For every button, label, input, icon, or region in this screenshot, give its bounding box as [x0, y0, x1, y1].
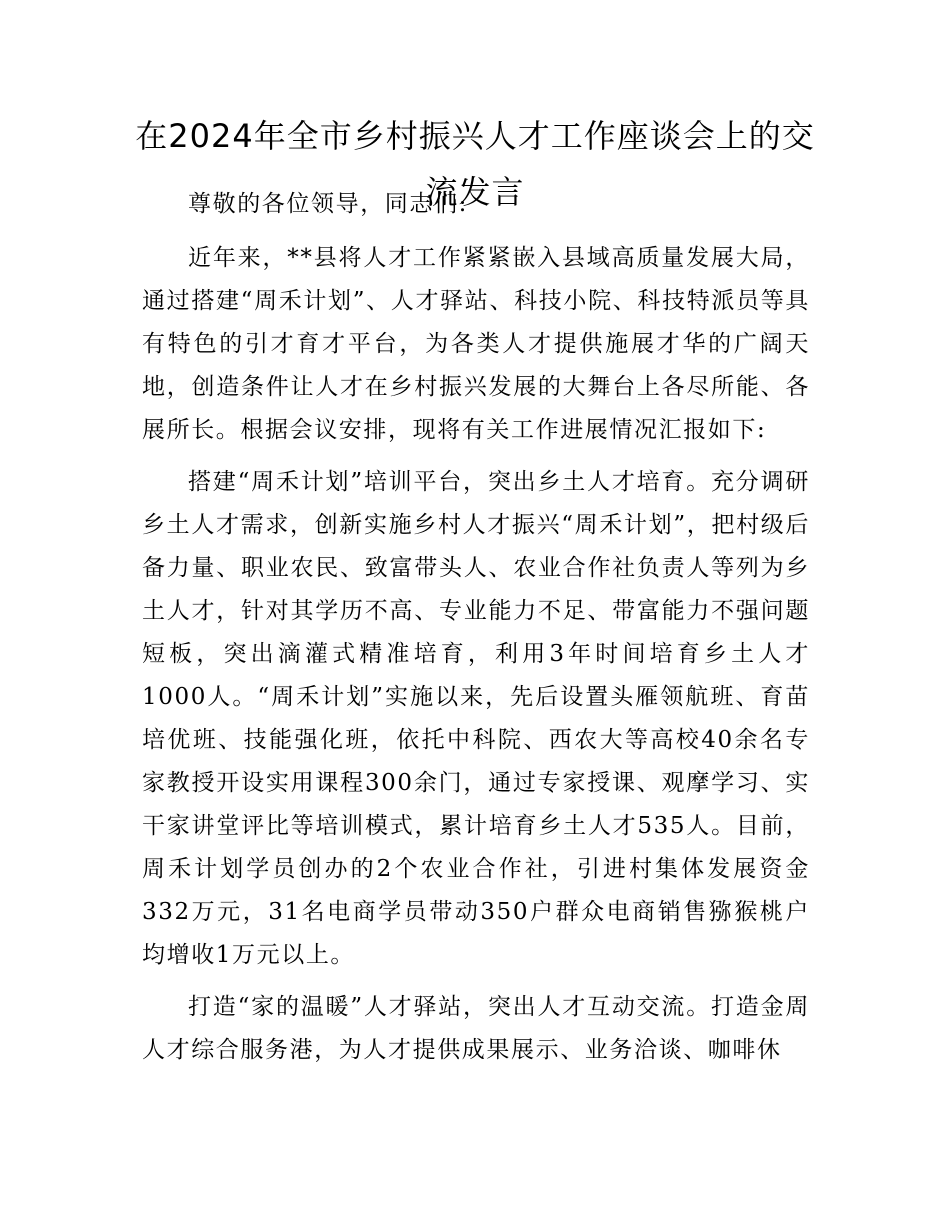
- paragraph-talent-station: 打造“家的温暖”人才驿站，突出人才互动交流。打造金周人才综合服务港，为人才提供成果展示、业务洽谈、咖啡休: [142, 994, 810, 1063]
- document-title: 在2024年全市乡村振兴人才工作座谈会上的交流发言: [135, 117, 815, 211]
- paragraph-training-platform: 搭建“周禾计划”培训平台，突出乡土人才培育。充分调研乡土人才需求，创新实施乡村人才振兴“周禾计划”，把村级后备力量、职业农民、致富带头人、农业合作社负责人等列为乡土人才，针对其学历不高、专业能力不足、带富能力不强问题短板，突出滴灌式精准培育，利用3年时间培育乡土人才1000人。“周禾计划”实施以来，先后设置头雁领航班、育苗培优班、技能强化班，依托中科院、西农大等高校40余名专家教授开设实用课程300余门，通过专家授课、观摩学习、实干家讲堂评比等培训模式，累计培育乡土人才535人。目前，周禾计划学员创办的2个农业合作社，引进村集体发展资金332万元，31名电商学员带动350户群众电商销售猕猴桃户均增收1万元以上。: [142, 469, 810, 968]
- document-body: [142, 183, 810, 1081]
- paragraph-intro: 近年来，**县将人才工作紧紧嵌入县域高质量发展大局，通过搭建“周禾计划”、人才驿站、科技小院、科技特派员等具有特色的引才育才平台，为各类人才提供施展才华的广阔天地，创造条件让人才在乡村振兴发展的大舞台上各尽所能、各展所长。根据会议安排，现将有关工作进展情况汇报如下:: [142, 245, 810, 443]
- salutation: 尊敬的各位领导，同志们:: [188, 191, 468, 217]
